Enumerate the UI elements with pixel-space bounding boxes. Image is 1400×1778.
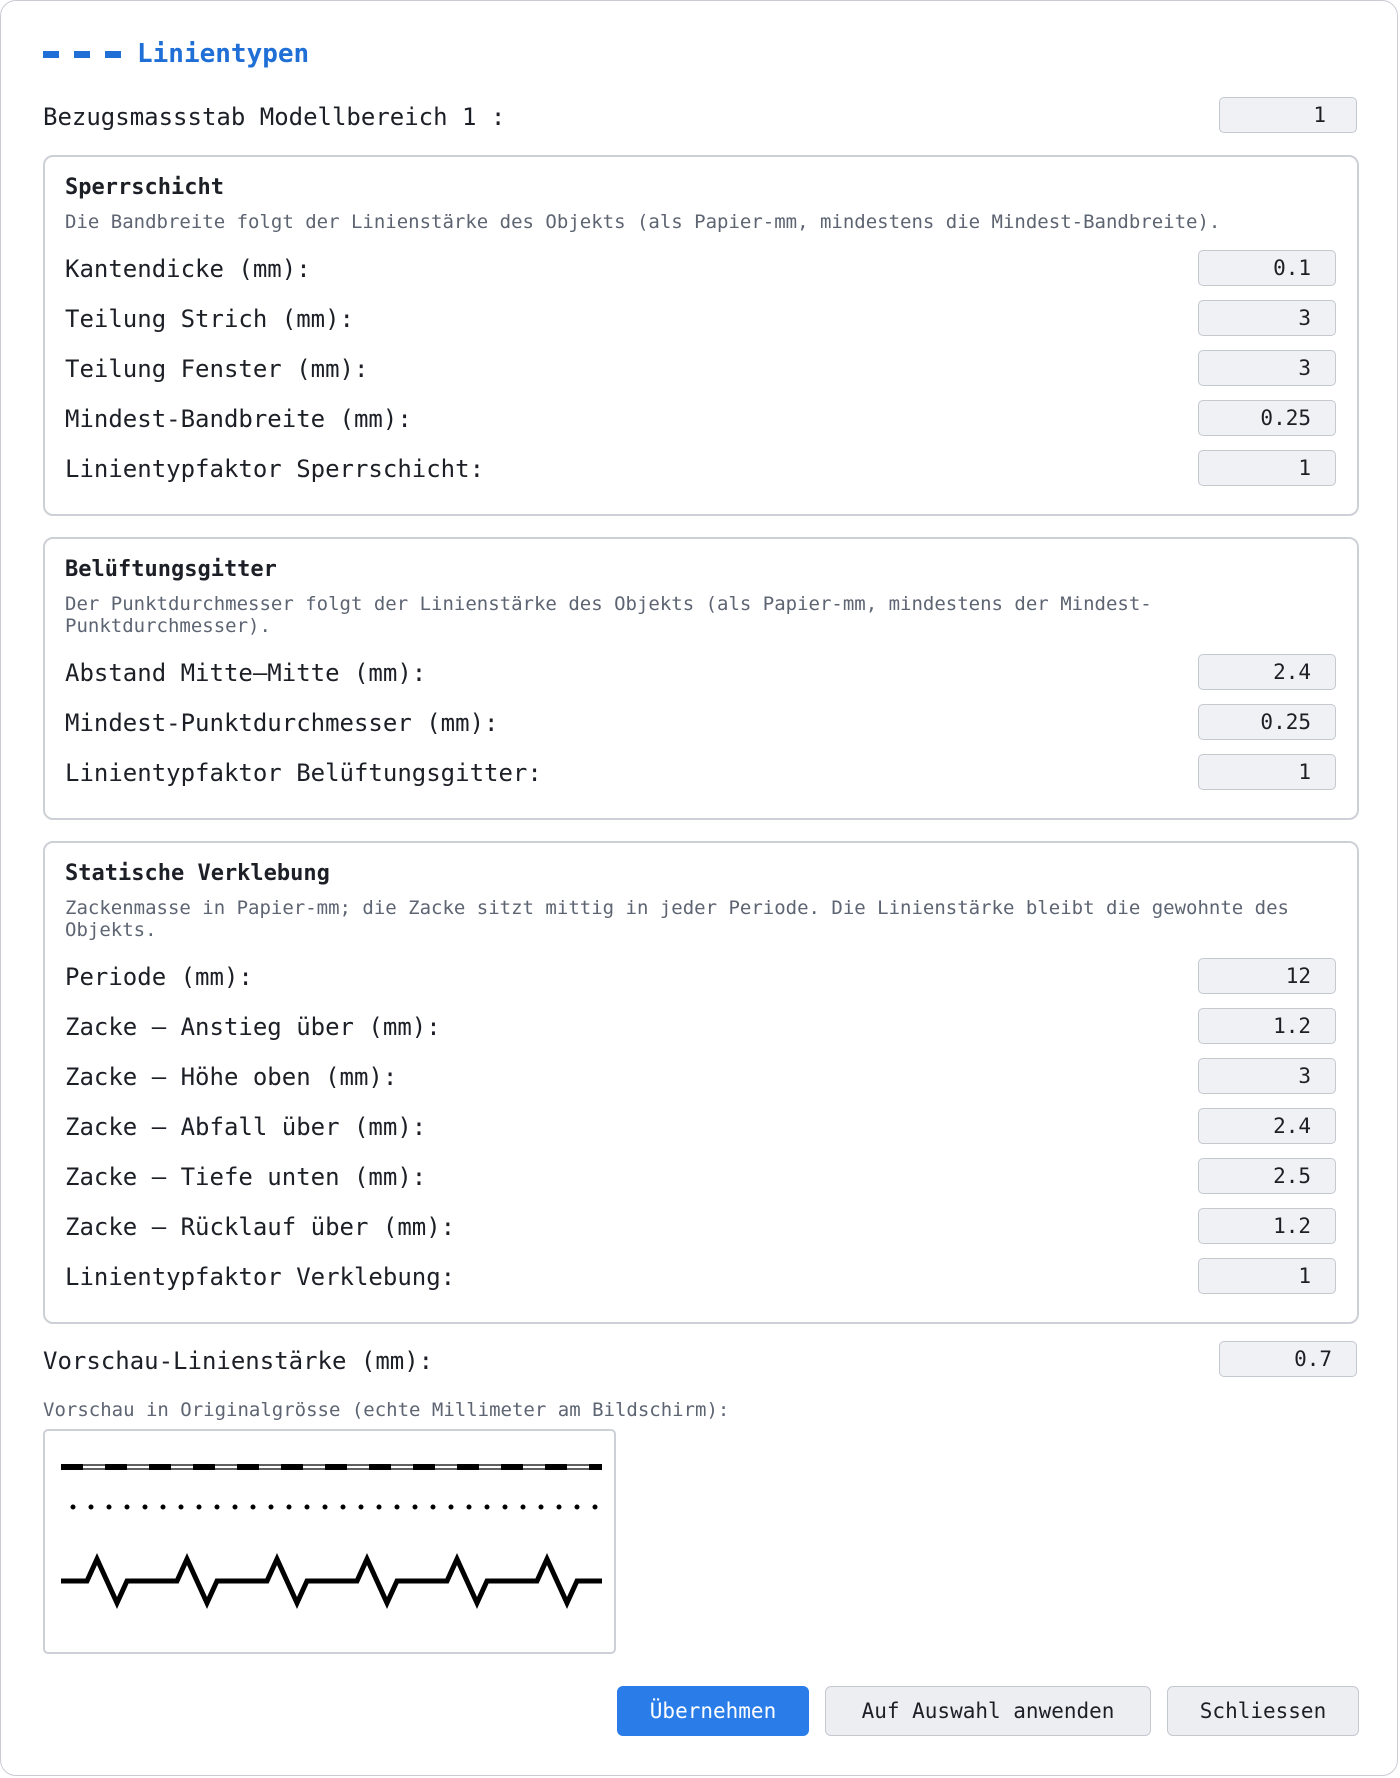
linientypfaktor-verklebung-input[interactable] <box>1198 1258 1336 1294</box>
teilung-strich-input[interactable] <box>1198 300 1336 336</box>
linetype-preview-canvas <box>45 1431 614 1652</box>
field-label-abfall: Zacke – Abfall über (mm): <box>65 1113 427 1141</box>
group-sperrschicht <box>43 155 1359 516</box>
group-sperrschicht-title: Sperrschicht <box>65 175 224 200</box>
field-label-mindest-punktdurchmesser: Mindest-Punktdurchmesser (mm): <box>65 709 499 737</box>
preview-linewidth-label: Vorschau-Linienstärke (mm): <box>43 1347 434 1375</box>
linientypfaktor-sperrschicht-input[interactable] <box>1198 450 1336 486</box>
mindest-punktdurchmesser-input[interactable] <box>1198 704 1336 740</box>
abstand-input[interactable] <box>1198 654 1336 690</box>
dialog-title-text: Linientypen <box>137 39 310 69</box>
field-label-abstand: Abstand Mitte–Mitte (mm): <box>65 659 427 687</box>
periode-input[interactable] <box>1198 958 1336 994</box>
group-verklebung <box>43 841 1359 1324</box>
group-verklebung-description: Zackenmasse in Papier-mm; die Zacke sitzt mittig in jeder Periode. Die Linienstärke bleibt die gewohnte des Objekts. <box>65 897 1289 941</box>
field-label-teilung-fenster: Teilung Fenster (mm): <box>65 355 369 383</box>
teilung-fenster-input[interactable] <box>1198 350 1336 386</box>
field-label-hoehe-oben: Zacke – Höhe oben (mm): <box>65 1063 398 1091</box>
apply-button[interactable]: Übernehmen <box>617 1686 809 1736</box>
field-label-teilung-strich: Teilung Strich (mm): <box>65 305 354 333</box>
ref-scale-label: Bezugsmassstab Modellbereich 1 : <box>43 103 506 131</box>
preview-sperrschicht-line <box>61 1465 602 1469</box>
ruecklauf-input[interactable] <box>1198 1208 1336 1244</box>
preview-linewidth-input[interactable] <box>1219 1341 1357 1377</box>
field-label-tiefe-unten: Zacke – Tiefe unten (mm): <box>65 1163 427 1191</box>
field-label-ruecklauf: Zacke – Rücklauf über (mm): <box>65 1213 456 1241</box>
hoehe-oben-input[interactable] <box>1198 1058 1336 1094</box>
field-label-mindest-bandbreite: Mindest-Bandbreite (mm): <box>65 405 412 433</box>
field-label-anstieg: Zacke – Anstieg über (mm): <box>65 1013 441 1041</box>
field-label-linientypfaktor-verklebung: Linientypfaktor Verklebung: <box>65 1263 456 1291</box>
field-label-linientypfaktor-sperrschicht: Linientypfaktor Sperrschicht: <box>65 455 485 483</box>
apply-to-selection-button[interactable]: Auf Auswahl anwenden <box>825 1686 1151 1736</box>
field-label-kantendicke: Kantendicke (mm): <box>65 255 311 283</box>
dialog-title <box>43 39 309 69</box>
ref-scale-row <box>43 101 505 133</box>
linetype-preview <box>43 1429 616 1654</box>
close-button[interactable]: Schliessen <box>1167 1686 1359 1736</box>
kantendicke-input[interactable] <box>1198 250 1336 286</box>
linientypfaktor-belueftung-input[interactable] <box>1198 754 1336 790</box>
mindest-bandbreite-input[interactable] <box>1198 400 1336 436</box>
preview-caption: Vorschau in Originalgrösse (echte Millimeter am Bildschirm): <box>43 1399 730 1421</box>
ref-scale-input[interactable] <box>1219 97 1357 133</box>
abfall-input[interactable] <box>1198 1108 1336 1144</box>
group-verklebung-title: Statische Verklebung <box>65 861 330 886</box>
tiefe-unten-input[interactable] <box>1198 1158 1336 1194</box>
group-belueftung <box>43 537 1359 820</box>
linetype-dashes-icon <box>43 39 121 69</box>
group-sperrschicht-description: Die Bandbreite folgt der Linienstärke des Objekts (als Papier-mm, mindestens die Mindest-Bandbreite). <box>65 211 1221 233</box>
preview-verklebung-zigzag <box>61 1559 602 1603</box>
field-label-linientypfaktor-belueftung: Linientypfaktor Belüftungsgitter: <box>65 759 542 787</box>
group-belueftung-title: Belüftungsgitter <box>65 557 277 582</box>
anstieg-input[interactable] <box>1198 1008 1336 1044</box>
group-belueftung-description: Der Punktdurchmesser folgt der Linienstärke des Objekts (als Papier-mm, mindestens der Mindest-Punktdurchmesser). <box>65 593 1152 637</box>
field-label-periode: Periode (mm): <box>65 963 253 991</box>
